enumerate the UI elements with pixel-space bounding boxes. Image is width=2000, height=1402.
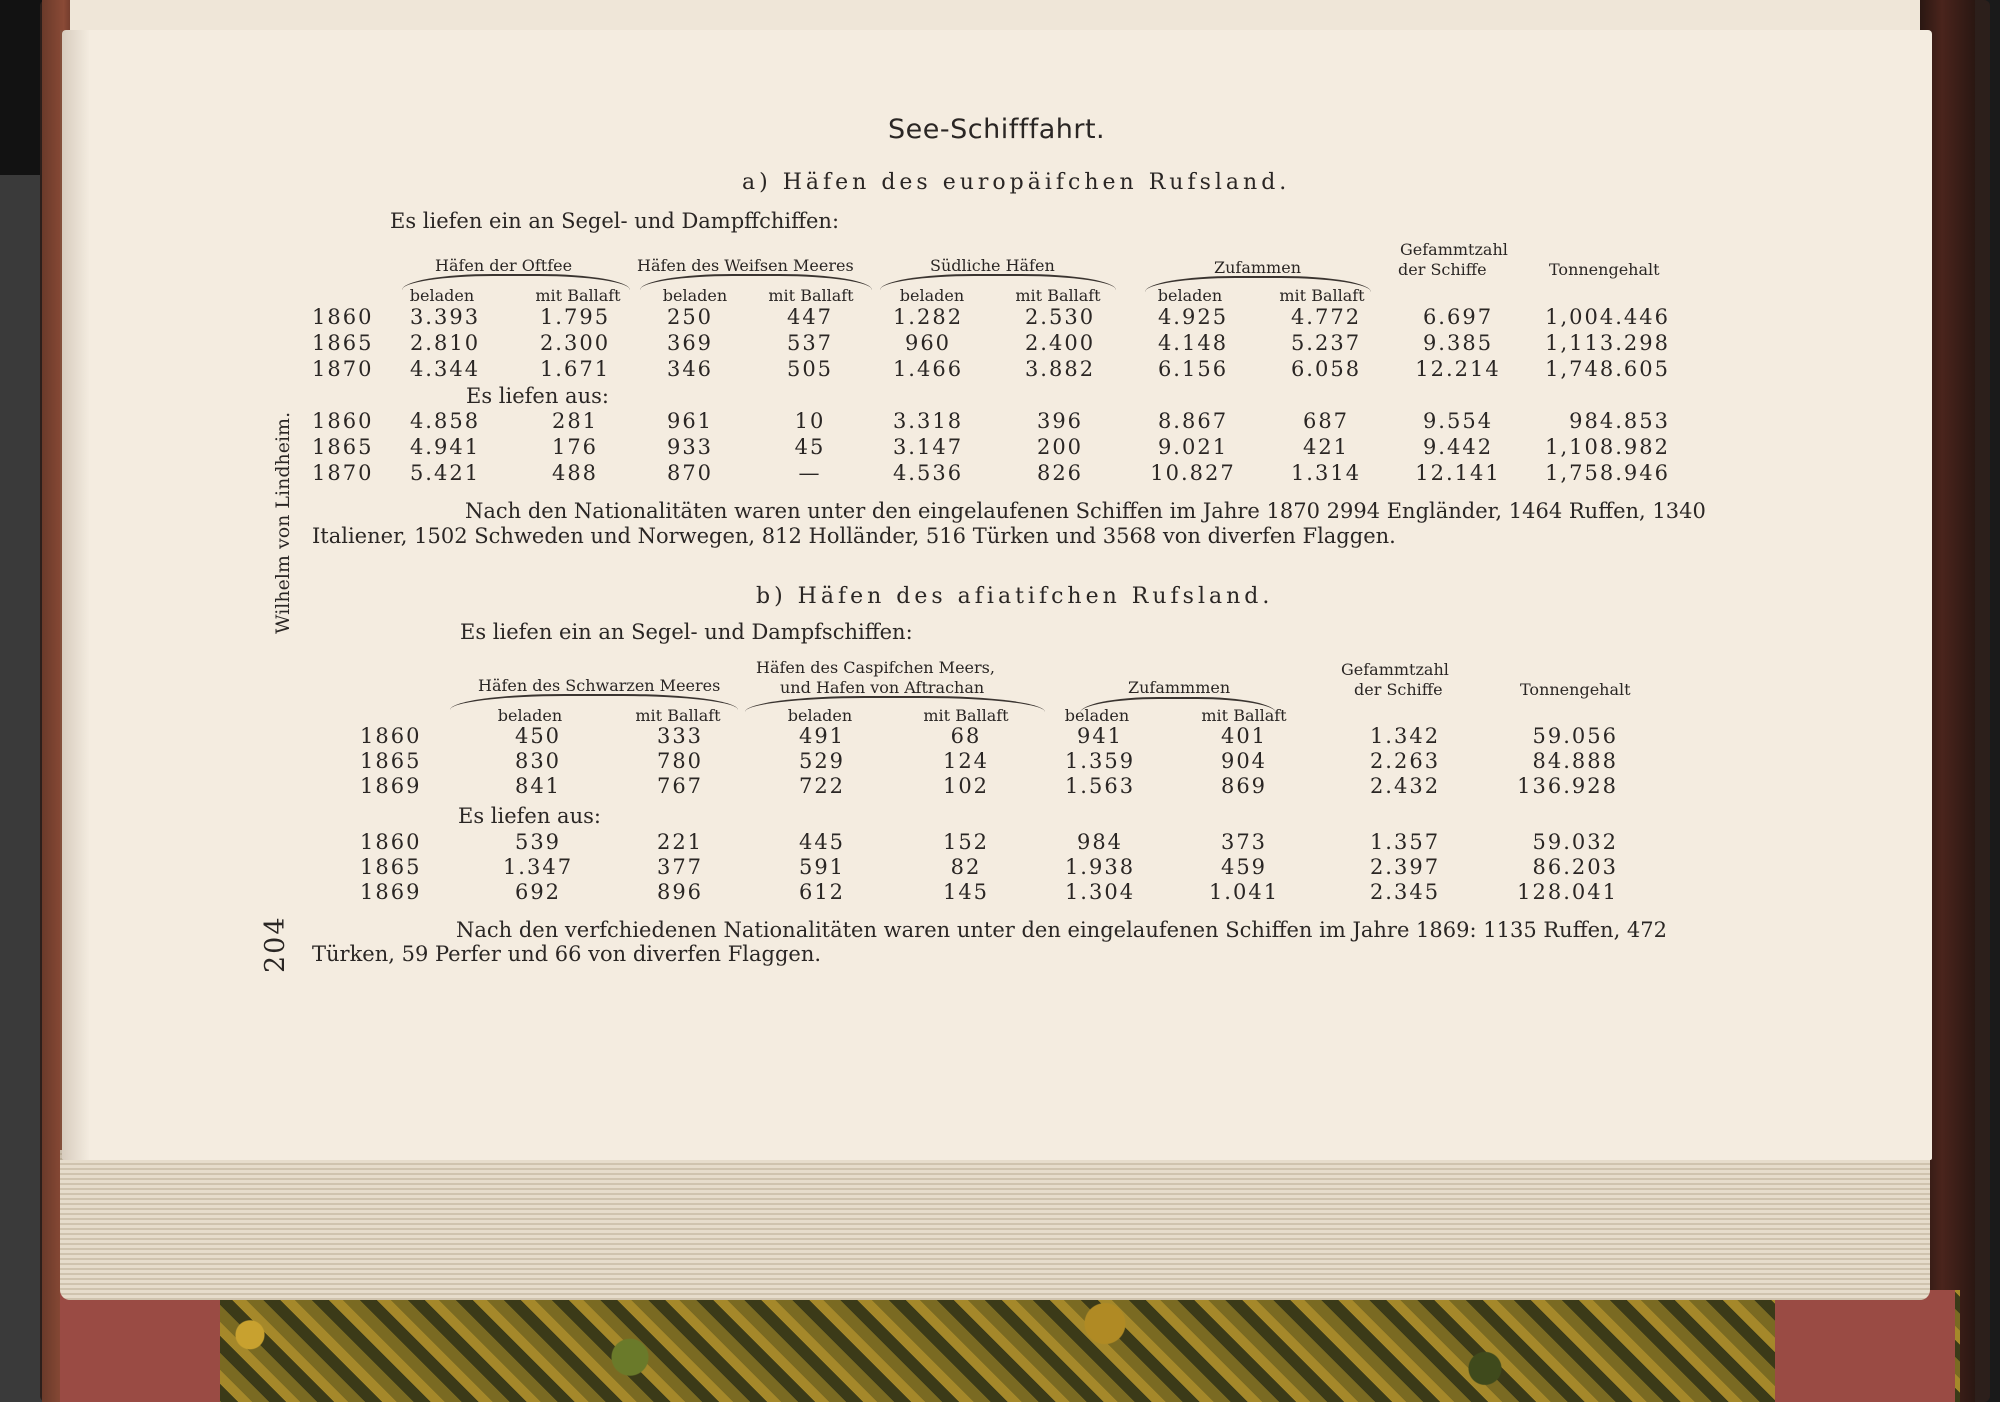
table-cell: 870 [666, 461, 714, 485]
column-subheader: mit Ballaft [1279, 286, 1365, 305]
table-cell: 2.397 [1369, 855, 1441, 879]
table-cell: 124 [942, 749, 990, 773]
total-header-b-line-2: der Schiffe [1354, 680, 1443, 699]
section-a-heading: a) Häfen des europäifchen Rufsland. [742, 170, 1291, 195]
table-cell: 2.432 [1369, 774, 1441, 798]
column-subheader: beladen [409, 286, 475, 305]
table-cell: 2.345 [1369, 880, 1441, 904]
table-cell: 373 [1220, 830, 1268, 854]
table-cell: 9.554 [1422, 409, 1494, 433]
table-cell: 505 [786, 357, 834, 381]
section-a-note-line-1: Nach den Nationalitäten waren unter den eingelaufenen Schiffen im Jahre 1870 2994 Engländer, 1464 Ruffen, 1340 [465, 499, 1706, 523]
tonnage-header-b: Tonnengehalt [1520, 680, 1631, 699]
table-cell: 1.357 [1369, 830, 1441, 854]
table-cell: 692 [514, 880, 562, 904]
background-upper [0, 0, 45, 175]
table-cell: 369 [666, 331, 714, 355]
column-subheader: mit Ballaft [768, 286, 854, 305]
page-stack-edges [60, 1150, 1930, 1300]
table-cell: 4.941 [409, 435, 481, 459]
group-header-schwarzes-meer: Häfen des Schwarzen Meeres [478, 676, 721, 695]
table-cell: 1.466 [892, 357, 964, 381]
table-cell: 145 [942, 880, 990, 904]
table-cell: 12.214 [1415, 357, 1501, 381]
table-cell: 830 [514, 749, 562, 773]
table-cell: 1,108.982 [1545, 435, 1670, 459]
table-cell: 136.928 [1517, 774, 1618, 798]
total-header-b-line-1: Gefammtzahl [1341, 660, 1449, 679]
table-cell: 2.530 [1024, 305, 1096, 329]
gutter-shadow [60, 30, 90, 1160]
table-cell: 5.421 [409, 461, 481, 485]
cover-corner-left [60, 1290, 220, 1402]
table-cell: 591 [798, 855, 846, 879]
page-title: See-Schifffahrt. [888, 114, 1106, 145]
table-cell: 6.156 [1157, 357, 1229, 381]
table-cell: 869 [1220, 774, 1268, 798]
page-number: 204 [260, 915, 291, 973]
row-year: 1860 [360, 724, 422, 748]
table-cell: 45 [794, 435, 826, 459]
section-a-intro: Es liefen ein an Segel- und Dampffchiffen: [390, 209, 840, 233]
table-cell: 377 [656, 855, 704, 879]
table-cell: 459 [1220, 855, 1268, 879]
table-cell: 200 [1036, 435, 1084, 459]
section-b-note-line-2: Türken, 59 Perfer und 66 von diverfen Flaggen. [312, 942, 822, 966]
table-cell: 612 [798, 880, 846, 904]
column-subheader: beladen [1157, 286, 1223, 305]
table-cell: 346 [666, 357, 714, 381]
table-cell: 281 [551, 409, 599, 433]
table-cell: 1.314 [1290, 461, 1362, 485]
cover-corner-right [1775, 1290, 1955, 1402]
table-cell: 1.563 [1064, 774, 1136, 798]
column-subheader: mit Ballaft [535, 286, 621, 305]
table-cell: 333 [656, 724, 704, 748]
group-header-weisses-meer: Häfen des Weifsen Meeres [637, 256, 854, 275]
table-cell: 1.347 [502, 855, 574, 879]
table-cell: 841 [514, 774, 562, 798]
table-cell: 2.300 [539, 331, 611, 355]
column-subheader: mit Ballaft [923, 706, 1009, 725]
column-subheader: beladen [662, 286, 728, 305]
table-cell: 488 [551, 461, 599, 485]
table-cell: 3.147 [892, 435, 964, 459]
table-cell: 1.342 [1369, 724, 1441, 748]
table-cell: 445 [798, 830, 846, 854]
table-cell: 59.056 [1532, 724, 1618, 748]
table-cell: 984 [1076, 830, 1124, 854]
table-cell: 4.148 [1157, 331, 1229, 355]
group-header-suedliche: Südliche Häfen [930, 256, 1055, 275]
table-cell: 896 [656, 880, 704, 904]
group-header-caspisch-line-2: und Hafen von Aftrachan [780, 678, 985, 697]
row-year: 1860 [312, 305, 374, 329]
table-cell: 491 [798, 724, 846, 748]
table-cell: 780 [656, 749, 704, 773]
table-cell: 421 [1302, 435, 1350, 459]
table-cell: 6.697 [1422, 305, 1494, 329]
table-cell: 102 [942, 774, 990, 798]
table-cell: 68 [950, 724, 982, 748]
table-cell: 529 [798, 749, 846, 773]
table-cell: 2.263 [1369, 749, 1441, 773]
marbled-endpaper [60, 1290, 1960, 1402]
table-cell: 152 [942, 830, 990, 854]
table-cell: 1.041 [1208, 880, 1280, 904]
total-header-line-2: der Schiffe [1398, 260, 1487, 279]
tonnage-header: Tonnengehalt [1549, 260, 1660, 279]
group-header-caspisch-line-1: Häfen des Caspifchen Meers, [756, 658, 995, 677]
table-cell: 687 [1302, 409, 1350, 433]
column-subheader: beladen [497, 706, 563, 725]
section-b-intro: Es liefen ein an Segel- und Dampfschiffen: [460, 620, 913, 644]
table-cell: 5.237 [1290, 331, 1362, 355]
table-cell: 59.032 [1532, 830, 1618, 854]
section-a-out-label: Es liefen aus: [466, 384, 609, 408]
row-year: 1860 [312, 409, 374, 433]
running-head-author: Wilhelm von Lindheim. [272, 411, 294, 634]
row-year: 1870 [312, 357, 374, 381]
table-cell: 4.344 [409, 357, 481, 381]
column-subheader: beladen [899, 286, 965, 305]
table-cell: 10 [794, 409, 826, 433]
table-cell: 960 [904, 331, 952, 355]
table-cell: 1.359 [1064, 749, 1136, 773]
column-subheader: mit Ballaft [1201, 706, 1287, 725]
table-cell: 4.925 [1157, 305, 1229, 329]
table-cell: 8.867 [1157, 409, 1229, 433]
table-cell: 250 [666, 305, 714, 329]
section-b-out-label: Es liefen aus: [458, 804, 601, 828]
column-subheader: beladen [1064, 706, 1130, 725]
table-cell: — [798, 461, 822, 485]
table-cell: 450 [514, 724, 562, 748]
table-cell: 1,748.605 [1545, 357, 1670, 381]
column-subheader: beladen [787, 706, 853, 725]
table-cell: 1.795 [539, 305, 611, 329]
table-cell: 401 [1220, 724, 1268, 748]
table-cell: 2.810 [409, 331, 481, 355]
table-cell: 4.536 [892, 461, 964, 485]
table-cell: 537 [786, 331, 834, 355]
row-year: 1865 [312, 331, 374, 355]
table-cell: 941 [1076, 724, 1124, 748]
table-cell: 86.203 [1532, 855, 1618, 879]
table-cell: 128.041 [1517, 880, 1618, 904]
background-grey [0, 175, 45, 1402]
table-cell: 12.141 [1415, 461, 1501, 485]
section-b-heading: b) Häfen des afiatifchen Rufsland. [756, 584, 1274, 609]
table-cell: 3.882 [1024, 357, 1096, 381]
table-cell: 1,113.298 [1545, 331, 1670, 355]
row-year: 1865 [360, 749, 422, 773]
table-cell: 9.385 [1422, 331, 1494, 355]
table-cell: 84.888 [1532, 749, 1618, 773]
table-cell: 9.021 [1157, 435, 1229, 459]
table-cell: 904 [1220, 749, 1268, 773]
group-header-ostsee: Häfen der Oftfee [435, 256, 573, 275]
table-cell: 4.858 [409, 409, 481, 433]
group-header-zusammen: Zufammen [1214, 258, 1301, 277]
table-cell: 933 [666, 435, 714, 459]
total-header-line-1: Gefammtzahl [1400, 240, 1508, 259]
table-cell: 1,758.946 [1545, 461, 1670, 485]
table-cell: 767 [656, 774, 704, 798]
section-a-note-line-2: Italiener, 1502 Schweden und Norwegen, 812 Holländer, 516 Türken und 3568 von diverfen Flaggen. [312, 524, 1396, 548]
table-cell: 82 [950, 855, 982, 879]
table-cell: 1.938 [1064, 855, 1136, 879]
table-cell: 176 [551, 435, 599, 459]
table-cell: 826 [1036, 461, 1084, 485]
row-year: 1869 [360, 880, 422, 904]
section-b-note-line-1: Nach den verfchiedenen Nationalitäten waren unter den eingelaufenen Schiffen im Jahre 1869: 1135 Ruffen, 472 [456, 918, 1667, 942]
table-cell: 1.304 [1064, 880, 1136, 904]
table-cell: 10.827 [1150, 461, 1236, 485]
table-cell: 3.318 [892, 409, 964, 433]
table-cell: 961 [666, 409, 714, 433]
table-cell: 447 [786, 305, 834, 329]
row-year: 1865 [360, 855, 422, 879]
row-year: 1865 [312, 435, 374, 459]
column-subheader: mit Ballaft [1015, 286, 1101, 305]
table-cell: 539 [514, 830, 562, 854]
table-cell: 9.442 [1422, 435, 1494, 459]
table-cell: 6.058 [1290, 357, 1362, 381]
previous-page-edge [70, 0, 1920, 34]
table-cell: 3.393 [409, 305, 481, 329]
row-year: 1870 [312, 461, 374, 485]
table-cell: 221 [656, 830, 704, 854]
table-cell: 1.282 [892, 305, 964, 329]
column-subheader: mit Ballaft [635, 706, 721, 725]
table-cell: 722 [798, 774, 846, 798]
table-cell: 4.772 [1290, 305, 1362, 329]
row-year: 1860 [360, 830, 422, 854]
group-header-zusammen-b: Zufammmen [1128, 678, 1231, 697]
table-cell: 1.671 [539, 357, 611, 381]
table-cell: 984.853 [1569, 409, 1670, 433]
table-cell: 2.400 [1024, 331, 1096, 355]
table-cell: 396 [1036, 409, 1084, 433]
table-cell: 1,004.446 [1545, 305, 1670, 329]
row-year: 1869 [360, 774, 422, 798]
